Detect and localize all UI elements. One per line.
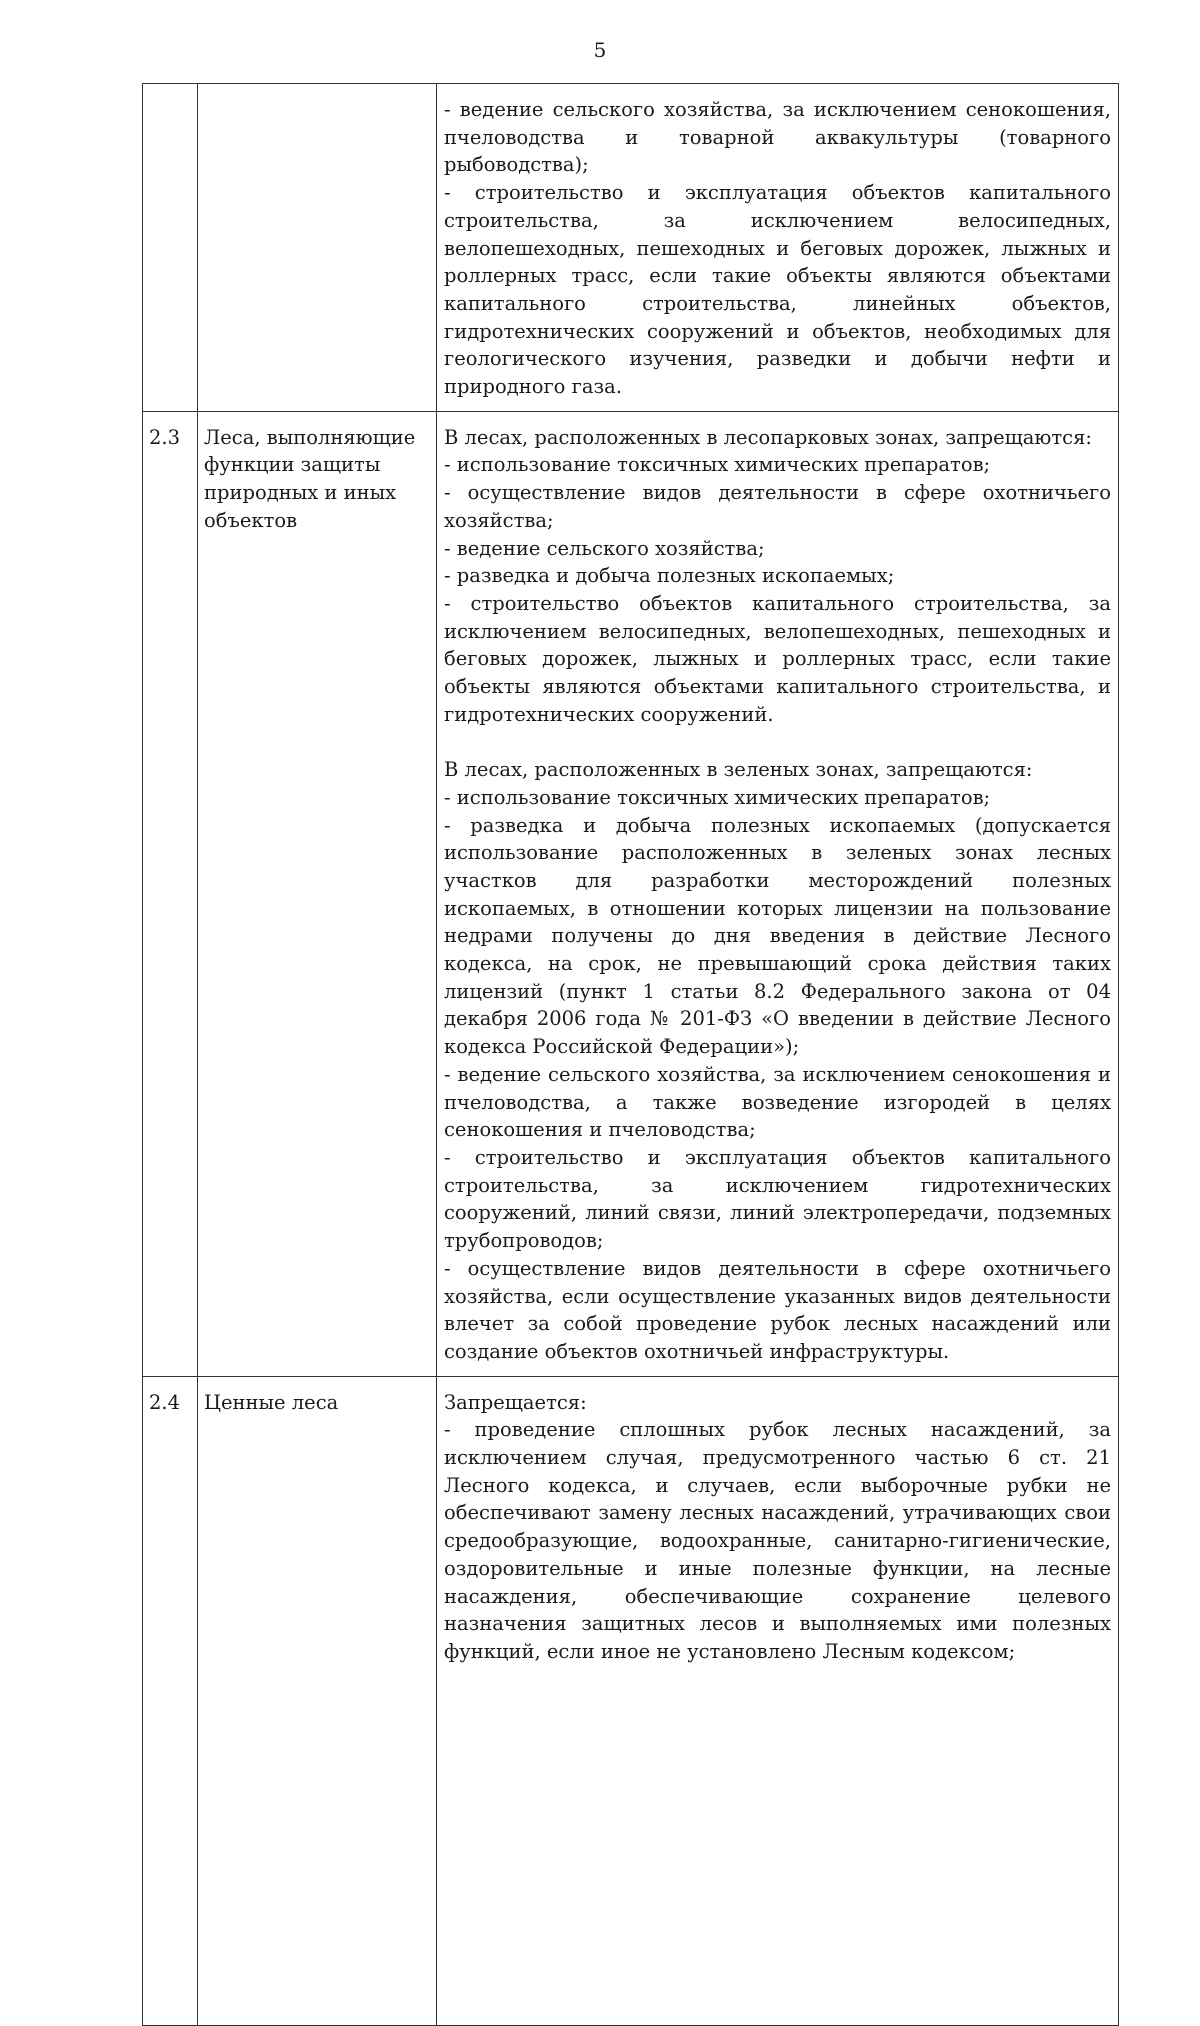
restriction-item: - разведка и добыча полезных ископаемых; xyxy=(444,564,895,588)
table-row xyxy=(143,1376,1119,2025)
restriction-item: - ведение сельского хозяйства, за исключением сенокошения, пчеловодства и товарной аквакультуры (товарного рыбоводства); xyxy=(444,98,1111,177)
restriction-heading: Запрещается: xyxy=(444,1390,587,1414)
restriction-item: - разведка и добыча полезных ископаемых (допускается использование расположенных в зеленых зонах лесных участков для разработки месторождений полезных ископаемых, в отношении которых лицензии на пользование недрами получены до дня введения в действие Лесного кодекса, на срок, не превышающий срока действия таких лицензий (пункт 1 статьи 8.2 Федерального закона от 04 декабря 2006 года № 201-ФЗ «О введении в действие Лесного кодекса Российской Федерации»); xyxy=(444,813,1111,1059)
forest-category: Ценные леса xyxy=(198,1376,437,2025)
restriction-item: - строительство и эксплуатация объектов капитального строительства, за исключением гидротехнических сооружений, линий связи, линий электропередачи, подземных трубопроводов; xyxy=(444,1146,1111,1253)
restrictions-cell xyxy=(437,84,1119,412)
row-number: 2.3 xyxy=(143,411,198,1376)
table-row xyxy=(143,84,1119,412)
restriction-item: - использование токсичных химических препаратов; xyxy=(444,453,991,477)
page-number: 5 xyxy=(593,38,607,62)
restriction-item: - ведение сельского хозяйства, за исключением сенокошения и пчеловодства, а также возведение изгородей в целях сенокошения и пчеловодства; xyxy=(444,1062,1111,1142)
table-row xyxy=(143,411,1119,1376)
forest-category: Леса, выполняющие функции защиты природных и иных объектов xyxy=(198,411,437,1376)
forest-regulations-table xyxy=(142,83,1119,2026)
row-number xyxy=(143,84,198,412)
restriction-heading: В лесах, расположенных в зеленых зонах, запрещаются: xyxy=(444,758,1033,782)
restrictions-cell xyxy=(437,411,1119,1376)
row-number: 2.4 xyxy=(143,1376,198,2025)
restriction-item: - проведение сплошных рубок лесных насаждений, за исключением случая, предусмотренного частью 6 ст. 21 Лесного кодекса, и случаев, если выборочные рубки не обеспечивают замену лесных насаждений, утрачивающих свои средообразующие, водоохранные, санитарно-гигиенические, оздоровительные и иные полезные функции, на лесные насаждения, обеспечивающие сохранение целевого назначения защитных лесов и выполняемых ими полезных функций, если иное не установлено Лесным кодексом; xyxy=(444,1418,1111,1663)
forest-category xyxy=(198,84,437,412)
restrictions-cell xyxy=(437,1376,1119,2025)
paragraph-gap xyxy=(444,728,1111,756)
restriction-item: - осуществление видов деятельности в сфере охотничьего хозяйства; xyxy=(444,481,1111,532)
restriction-item: - использование токсичных химических препаратов; xyxy=(444,785,991,809)
restriction-heading: В лесах, расположенных в лесопарковых зонах, запрещаются: xyxy=(444,425,1092,449)
restriction-item: - строительство и эксплуатация объектов капитального строительства, за исключением велосипедных, велопешеходных, пешеходных и беговых дорожек, лыжных и роллерных трасс, если такие объекты являются объектами капитального строительства, линейных объектов, гидротехнических сооружений и объектов, необходимых для геологического изучения, разведки и добычи нефти и природного газа. xyxy=(444,181,1111,399)
restriction-item: - строительство объектов капитального строительства, за исключением велосипедных, велопешеходных, пешеходных и беговых дорожек, лыжных и роллерных трасс, если такие объекты являются объектами капитального строительства, и гидротехнических сооружений. xyxy=(444,591,1111,726)
restriction-item: - осуществление видов деятельности в сфере охотничьего хозяйства, если осуществление указанных видов деятельности влечет за собой проведение рубок лесных насаждений или создание объектов охотничьей инфраструктуры. xyxy=(444,1256,1111,1363)
restriction-item: - ведение сельского хозяйства; xyxy=(444,536,765,560)
